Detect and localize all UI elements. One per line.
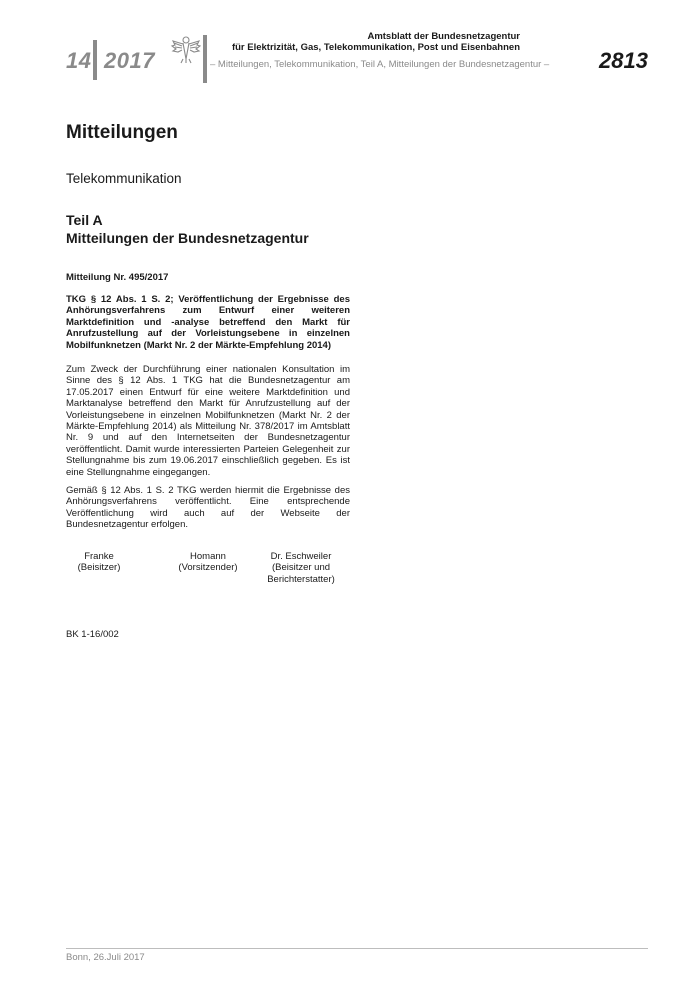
- signatory-name: Dr. Eschweiler: [270, 551, 332, 562]
- footer-divider: [66, 948, 648, 949]
- issue-divider: [93, 40, 97, 80]
- masthead-subtitle: – Mitteilungen, Telekommunikation, Teil A, Mitteilungen der Bundesnetzagentur –: [210, 59, 550, 70]
- federal-eagle-icon: [170, 33, 202, 65]
- issue-year: 2017: [104, 48, 155, 73]
- signatory-1: [66, 551, 132, 574]
- signatory-role: (Vorsitzender): [178, 562, 238, 574]
- signatory-role: (Beisitzer): [77, 562, 121, 574]
- masthead-line-2: für Elektrizität, Gas, Telekommunikation, Post und Eisenbahnen: [231, 42, 520, 53]
- masthead-line-1: Amtsblatt der Bundesnetzagentur: [367, 31, 520, 42]
- notice-number: Mitteilung Nr. 495/2017: [66, 272, 169, 283]
- page-number: 2813: [599, 48, 648, 73]
- issue-number: 14: [66, 48, 92, 73]
- notice-paragraph-2: Gemäß § 12 Abs. 1 S. 2 TKG werden hiermit die Ergebnisse des Anhörungsverfahrens veröffentlicht. Eine entsprechende Veröffentlichung wird auch auf der Webseite der Bundesnetzagentur erfolgen.: [66, 485, 350, 531]
- footer-place-date: Bonn, 26.Juli 2017: [66, 952, 145, 963]
- signatory-2: [170, 551, 246, 574]
- part-title: [66, 211, 309, 247]
- masthead: [210, 31, 520, 53]
- signatory-3: [262, 551, 340, 585]
- notice-paragraph-1: Zum Zweck der Durchführung einer nationalen Konsultation im Sinne des § 12 Abs. 1 TKG hat die Bundesnetzagentur am 17.05.2017 einen Entwurf für eine weitere Marktdefinition und Marktanalyse betreffend den Markt für Anrufzustellung auf der Vorleistungsebene in einzelnen Mobilfunknetzen (Markt Nr. 2 der Märkte-Empfehlung 2014) als Mitteilung Nr. 378/2017 im Amtsblatt Nr. 9 und auf den Internetseiten der Bundesnetzagentur veröffentlicht. Damit wurde interessierten Parteien Gelegenheit zur Stellungnahme bis zum 19.06.2017 einschließlich gegeben. Es ist eine Stellungnahme eingegangen.: [66, 364, 350, 478]
- part-title-line-1: Teil A: [66, 212, 103, 228]
- masthead-divider: [203, 35, 207, 83]
- notice-heading: TKG § 12 Abs. 1 S. 2; Veröffentlichung der Ergebnisse des Anhörungsverfahrens zum Entwurf einer weiteren Marktdefinition und -analyse betreffend den Markt für Anrufzustellung auf der Vorleistungsebene in einzelnen Mobilfunknetzen (Markt Nr. 2 der Märkte-Empfehlung 2014): [66, 294, 350, 351]
- section-title: Mitteilungen: [66, 122, 178, 143]
- subsection-title: Telekommunikation: [66, 171, 182, 186]
- signatory-name: Homann: [190, 551, 226, 562]
- reference-number: BK 1-16/002: [66, 629, 119, 640]
- part-title-line-2: Mitteilungen der Bundesnetzagentur: [66, 230, 309, 246]
- signatory-name: Franke: [84, 551, 114, 562]
- signatory-role: (Beisitzer und Berichterstatter): [267, 562, 335, 585]
